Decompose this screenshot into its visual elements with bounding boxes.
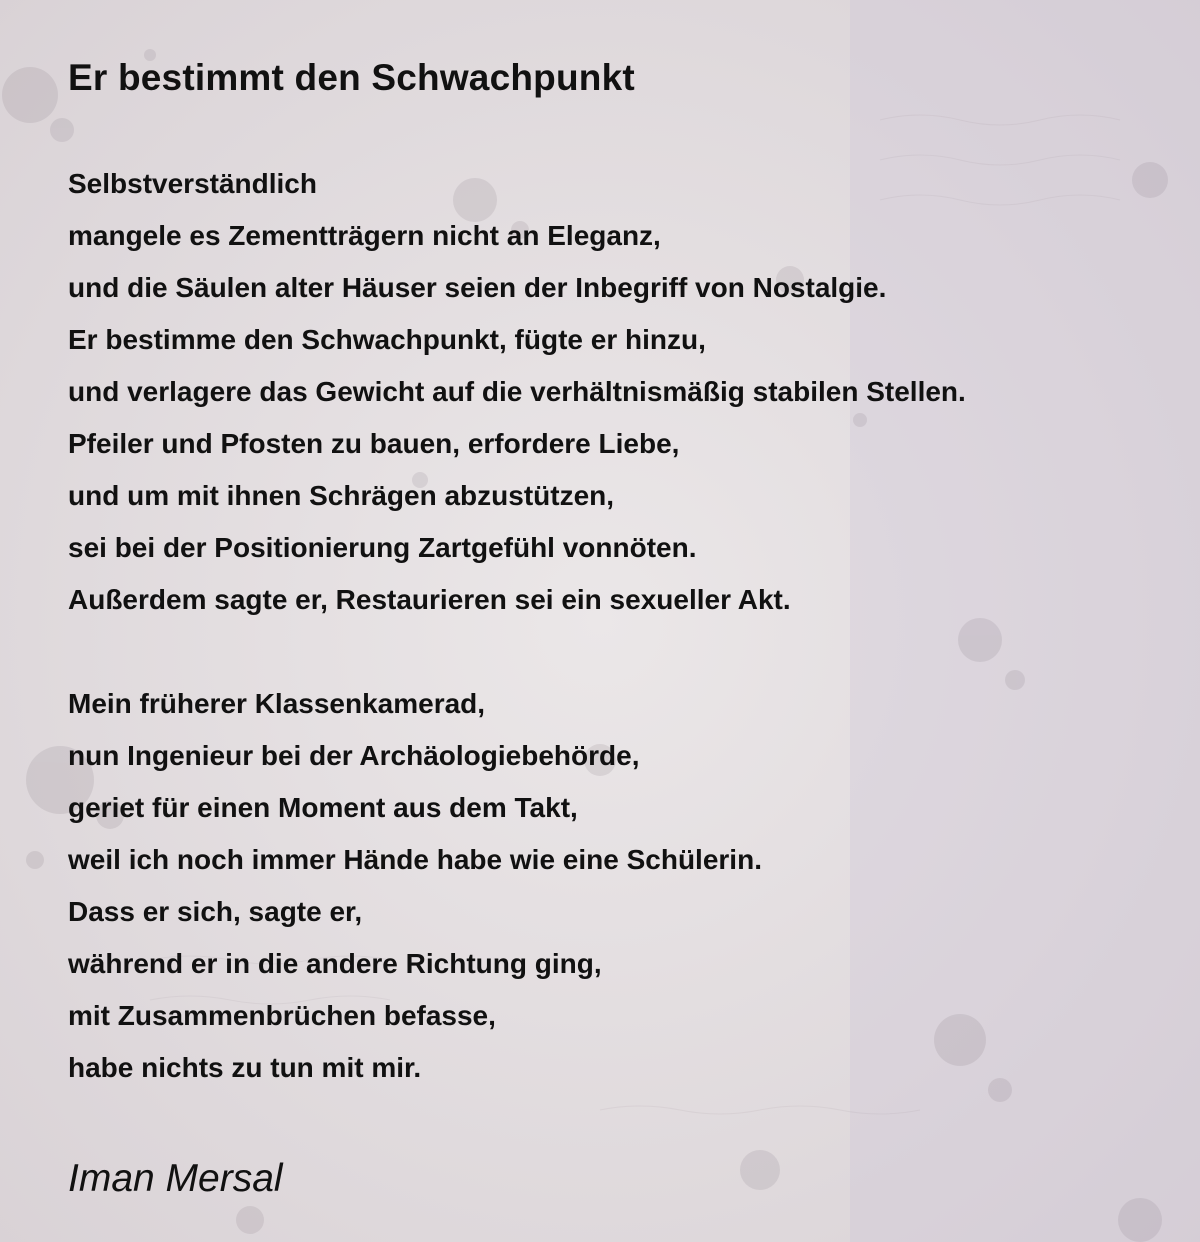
poem-line: während er in die andere Richtung ging, [68,948,602,979]
poem-line: Selbstverständlich [68,168,317,199]
poem-title: Er bestimmt den Schwachpunkt [68,57,635,98]
poem-line: Mein früherer Klassenkamerad, [68,688,486,719]
poem-line: sei bei der Positionierung Zartgefühl vonnöten. [68,532,697,563]
poem-line: Dass er sich, sagte er, [68,896,363,927]
poem-line: Er bestimme den Schwachpunkt, fügte er hinzu, [68,324,706,355]
poem-stanza-1 [68,158,1168,626]
poem-line: und die Säulen alter Häuser seien der Inbegriff von Nostalgie. [68,272,887,303]
poem-line: mangele es Zementträgern nicht an Eleganz, [68,220,661,251]
poem-container [68,52,1168,1204]
poem-line: habe nichts zu tun mit mir. [68,1052,422,1083]
poem-line: und um mit ihnen Schrägen abzustützen, [68,480,615,511]
poem-author: Iman Mersal [68,1157,283,1200]
poem-line: Pfeiler und Pfosten zu bauen, erfordere Liebe, [68,428,680,459]
poem-line: und verlagere das Gewicht auf die verhältnismäßig stabilen Stellen. [68,376,966,407]
poem-line: geriet für einen Moment aus dem Takt, [68,792,578,823]
poem-line: nun Ingenieur bei der Archäologiebehörde, [68,740,640,771]
poem-line: mit Zusammenbrüchen befasse, [68,1000,496,1031]
poem-line: weil ich noch immer Hände habe wie eine Schülerin. [68,844,762,875]
poem-stanza-2 [68,678,1168,1094]
poem-line: Außerdem sagte er, Restaurieren sei ein sexueller Akt. [68,584,791,615]
